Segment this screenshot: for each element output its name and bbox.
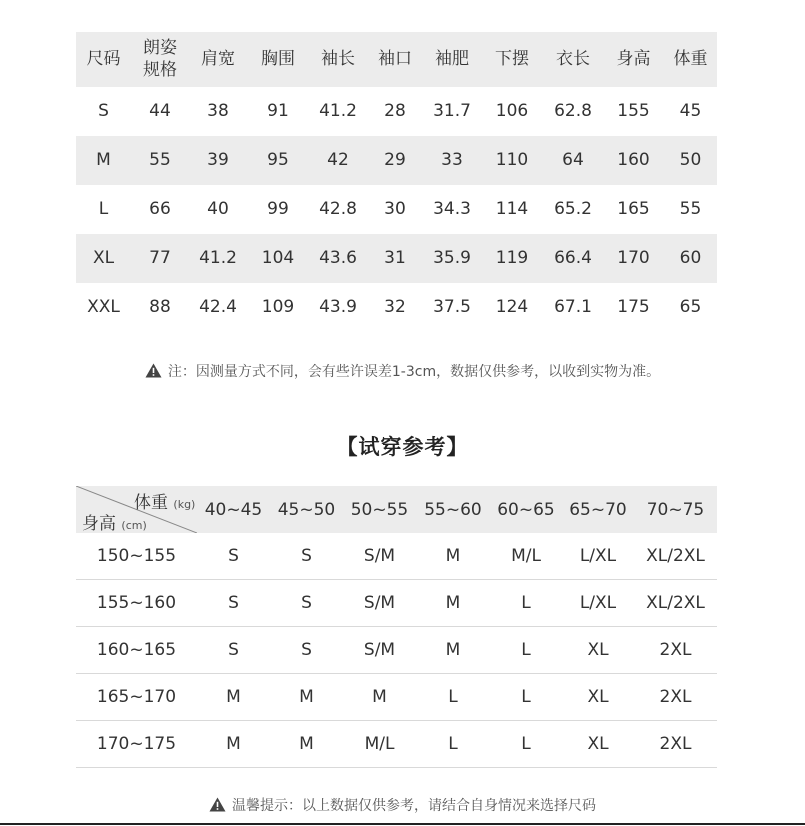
fit-size-cell: 2XL [659,687,692,707]
header-cell: 袖肥 [435,48,469,69]
size-cell: 32 [384,296,406,317]
size-cell: 170 [617,247,650,268]
height-range-cell: 165~170 [96,687,177,707]
fit-size-cell: XL/2XL [646,546,705,566]
weight-range-header: 65~70 [569,499,627,520]
fit-size-cell: XL [587,734,609,754]
fit-size-cell: L [521,734,531,754]
warning-icon [145,363,162,382]
fit-size-cell: 2XL [659,734,692,754]
weight-range-header: 55~60 [424,499,482,520]
tip-text: 温馨提示：以上数据仅供参考，请结合自身情况来选择尺码 [232,798,596,814]
height-range-cell: 150~155 [96,546,177,566]
size-cell: 28 [384,100,406,121]
size-cell: 29 [384,149,406,170]
fit-size-cell: S/M [363,640,396,660]
fit-size-cell: L/XL [579,546,617,566]
size-cell: XL [92,247,115,268]
size-cell: 60 [679,247,702,268]
fit-size-cell: M [372,687,387,707]
size-cell: 99 [267,198,289,219]
size-cell: 165 [617,198,650,219]
size-cell: 31.7 [433,100,471,121]
header-cell: 朗姿 规格 [143,38,177,80]
size-cell: 41.2 [319,100,357,121]
size-row [76,136,717,185]
size-cell: 88 [149,296,171,317]
fit-size-cell: 2XL [659,640,692,660]
size-cell: 109 [261,296,295,317]
size-cell: 33 [441,149,463,170]
size-cell: 34.3 [433,198,471,219]
tip-note [0,795,805,816]
fit-reference-title: 【试穿参考】 [336,435,469,459]
weight-range-header: 50~55 [350,499,409,520]
size-cell: 41.2 [199,247,237,268]
size-cell: 91 [267,100,289,121]
header-cell: 身高 [616,48,651,69]
measurement-note [0,361,805,382]
fit-size-cell: L [448,687,458,707]
fit-size-cell: XL [587,687,609,707]
size-cell: 65.2 [554,198,592,219]
size-cell: 175 [617,296,650,317]
fit-size-cell: S [301,546,312,566]
bottom-divider [0,823,805,825]
size-cell: 42.8 [319,198,357,219]
size-row [76,234,717,283]
fit-size-cell: M [299,734,314,754]
header-cell: 袖长 [321,48,355,69]
size-cell: 124 [495,296,529,317]
size-cell: 43.9 [319,296,357,317]
size-cell: 37.5 [433,296,471,317]
size-cell: 38 [207,100,229,121]
size-cell: 40 [207,198,229,219]
fit-header-row [76,486,717,533]
size-cell: 64 [562,149,584,170]
header-cell: 袖口 [378,48,412,69]
size-cell: 30 [384,198,406,219]
fit-row [76,627,717,674]
fit-row [76,580,717,627]
height-axis-label: 身高 (cm) [82,514,147,534]
size-chart-header [76,32,717,87]
height-range-cell: 155~160 [96,593,177,613]
size-cell: 62.8 [554,100,592,121]
size-cell: 66 [149,198,171,219]
size-cell: 42 [327,149,349,170]
fit-size-cell: L [521,593,531,613]
size-cell: 155 [617,100,650,121]
size-cell: 39 [207,149,229,170]
fit-size-cell: S [301,593,312,613]
warning-icon [209,797,226,816]
fit-size-cell: XL [587,640,609,660]
header-cell: 下摆 [495,48,529,69]
header-cell: 胸围 [261,48,295,69]
fit-size-cell: M [445,593,461,613]
fit-size-cell: M [445,640,461,660]
size-cell: L [98,198,109,219]
size-cell: 67.1 [554,296,592,317]
size-cell: 77 [149,247,171,268]
size-cell: 55 [149,149,171,170]
size-cell: 110 [495,149,529,170]
weight-range-header: 45~50 [277,499,336,520]
size-cell: M [96,149,111,170]
size-cell: 45 [679,100,702,121]
fit-size-cell: L [521,687,531,707]
fit-row [76,721,717,768]
weight-range-header: 40~45 [204,499,263,520]
header-cell: 衣长 [556,48,590,69]
height-range-cell: 170~175 [96,734,177,754]
height-range-cell: 160~165 [96,640,177,660]
fit-size-cell: S [228,593,239,613]
fit-size-cell: S/M [363,546,396,566]
fit-size-cell: M/L [511,546,541,566]
size-cell: 95 [267,149,289,170]
size-cell: 104 [261,247,295,268]
header-cell: 体重 [673,48,708,69]
fit-reference-table [76,486,717,768]
size-row [76,87,717,136]
fit-size-cell: XL/2XL [646,593,705,613]
fit-size-cell: S [228,640,239,660]
size-row [76,283,717,332]
weight-range-header: 60~65 [497,499,555,520]
fit-row [76,674,717,721]
size-cell: XXL [87,296,120,317]
fit-size-cell: M/L [364,734,395,754]
fit-size-cell: S [301,640,312,660]
size-cell: 42.4 [199,296,237,317]
weight-axis-label: 体重 (kg) [134,493,196,513]
size-cell: 44 [149,100,171,121]
size-cell: 119 [495,247,529,268]
size-cell: 55 [679,198,702,219]
size-cell: 50 [679,149,702,170]
fit-size-cell: L [448,734,458,754]
fit-size-cell: M [299,687,314,707]
size-cell: 31 [384,247,406,268]
size-cell: 65 [679,296,702,317]
weight-range-header: 70~75 [646,499,705,520]
size-cell: 35.9 [433,247,471,268]
fit-size-cell: L [521,640,531,660]
size-cell: 160 [617,149,650,170]
fit-size-cell: S [228,546,239,566]
size-row [76,185,717,234]
fit-size-cell: M [226,734,241,754]
note-text: 注：因测量方式不同，会有些许误差1-3cm，数据仅供参考，以收到实物为准。 [167,364,661,380]
header-cell: 尺码 [86,48,121,69]
size-cell: S [98,100,109,121]
fit-size-cell: M [445,546,461,566]
fit-size-cell: M [226,687,241,707]
size-chart-table [76,32,717,332]
size-cell: 114 [495,198,529,219]
fit-row [76,533,717,580]
size-cell: 43.6 [319,247,357,268]
size-cell: 66.4 [554,247,592,268]
fit-size-cell: L/XL [579,593,617,613]
fit-corner-cell [76,486,197,533]
fit-size-cell: S/M [363,593,396,613]
header-cell: 肩宽 [201,48,235,69]
size-cell: 106 [495,100,529,121]
